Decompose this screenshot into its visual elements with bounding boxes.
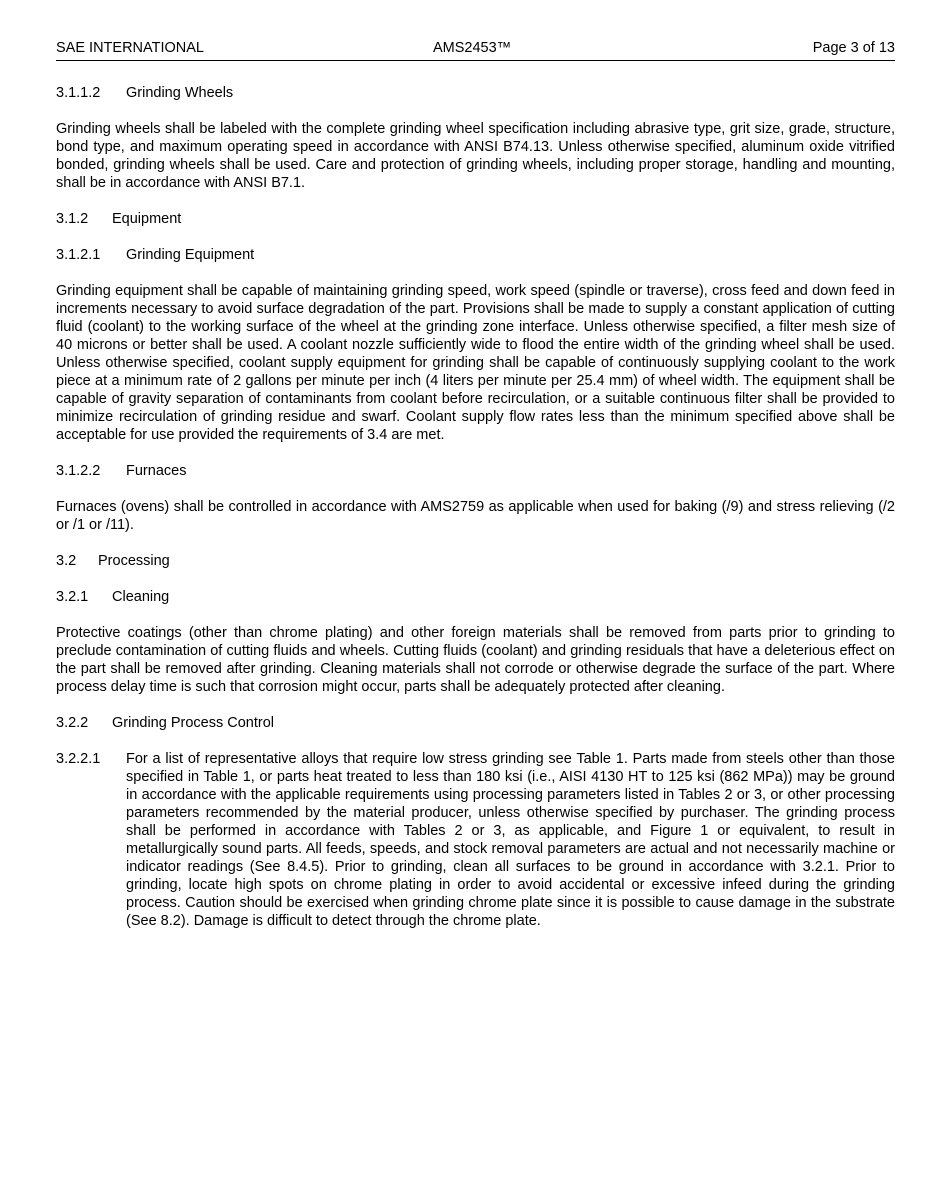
section-paragraph-3-1-2-2: Furnaces (ovens) shall be controlled in accordance with AMS2759 as applicable when used for baking (/9) and stress relieving (/2 or /1 or /11). bbox=[56, 499, 895, 533]
section-heading-3-1-2-2 bbox=[56, 462, 895, 480]
header-page-number: Page 3 of 13 bbox=[812, 40, 895, 56]
section-paragraph-3-2-1: Protective coatings (other than chrome plating) and other foreign materials shall be removed from parts prior to grinding to preclude contamination of cutting fluids and wheels. Cutting fluids (coolant) and grinding residuals that have a deleterious effect on the part shall be removed after grinding. Cleaning materials shall not corrode or otherwise degrade the surface of the part. Where process delay time is such that corrosion might occur, parts shall be adequately protected after cleaning. bbox=[56, 625, 895, 695]
numbered-paragraph-3-2-2-1 bbox=[56, 750, 895, 930]
section-title: Cleaning bbox=[112, 589, 170, 605]
section-heading-3-1-2 bbox=[56, 210, 895, 228]
section-paragraph-3-1-2-1: Grinding equipment shall be capable of maintaining grinding speed, work speed (spindle or traverse), cross feed and down feed in increments necessary to avoid surface degradation of the part. Provisions shall be made to supply a constant application of cutting fluid (coolant) to the working surface of the wheel at the grinding zone interface. Unless otherwise specified, a filter mesh size of 40 microns or better shall be used. A coolant nozzle sufficiently wide to flood the entire width of the grinding wheel shall be used. Unless otherwise specified, coolant supply equipment for grinding shall be capable of continuously supplying coolant to the work piece at a minimum rate of 2 gallons per minute per inch (4 liters per minute per 25.4 mm) of wheel width. The equipment shall be capable of gravity separation of contaminants from coolant before recirculation, or a suitable continuous filter shall be provided to minimize recirculation of grinding residue and swarf. Coolant supply flow rates less than the minimum specified above shall be acceptable for use provided the requirements of 3.4 are met. bbox=[56, 283, 895, 443]
section-number: 3.1.2 bbox=[56, 211, 89, 227]
document-body bbox=[56, 84, 895, 930]
section-number: 3.2 bbox=[56, 553, 77, 569]
section-paragraph-3-1-1-2: Grinding wheels shall be labeled with the complete grinding wheel specification including abrasive type, grit size, grade, structure, bond type, and maximum operating speed in accordance with ANSI B74.13. Unless otherwise specified, aluminum oxide vitrified bonded, grinding wheels shall be used. Care and protection of grinding wheels, including proper storage, handling and mounting, shall be in accordance with ANSI B7.1. bbox=[56, 121, 895, 191]
section-heading-3-2-2 bbox=[56, 714, 895, 732]
section-number: 3.1.1.2 bbox=[56, 85, 101, 101]
section-title: Grinding Process Control bbox=[112, 715, 274, 731]
section-number: 3.1.2.2 bbox=[56, 463, 101, 479]
header-document-id: AMS2453™ bbox=[433, 40, 512, 56]
section-heading-3-2 bbox=[56, 552, 895, 570]
section-title: Grinding Equipment bbox=[126, 247, 255, 263]
section-paragraph-text: For a list of representative alloys that require low stress grinding see Table 1. Parts made from steels other than those specified in Table 1, or parts heat treated to less than 180 ksi (i.e., AISI 4130 HT to 125 ksi (862 MPa)) may be ground in accordance with the applicable requirements using processing parameters listed in Tables 2 or 3, or other processing parameters recommended by the material producer, unless otherwise specified by purchaser. The grinding process shall be performed in accordance with Tables 2 or 3, as applicable, and Figure 1 or equivalent, to result in metallurgically sound parts. All feeds, speeds, and stock removal parameters are actual and not necessarily machine or indicator readings (See 8.4.5). Prior to grinding, clean all surfaces to be ground in accordance with 3.2.1. Prior to grinding, locate high spots on chrome plating in order to avoid accidental or excessive infeed during the grinding process. Caution should be exercised when grinding chrome plate since it is possible to cause damage in the substrate (See 8.2). Damage is difficult to detect through the chrome plate. bbox=[126, 751, 895, 929]
section-title: Equipment bbox=[112, 211, 182, 227]
section-number: 3.2.1 bbox=[56, 589, 89, 605]
page-header bbox=[56, 40, 895, 61]
section-heading-3-2-1 bbox=[56, 588, 895, 606]
section-number: 3.1.2.1 bbox=[56, 247, 101, 263]
header-organization: SAE INTERNATIONAL bbox=[56, 40, 204, 56]
section-title: Furnaces bbox=[126, 463, 187, 479]
section-number: 3.2.2 bbox=[56, 715, 89, 731]
section-title: Processing bbox=[98, 553, 170, 569]
section-number: 3.2.2.1 bbox=[56, 751, 101, 767]
section-heading-3-1-2-1 bbox=[56, 246, 895, 264]
section-title: Grinding Wheels bbox=[126, 85, 234, 101]
section-heading-3-1-1-2 bbox=[56, 84, 895, 102]
